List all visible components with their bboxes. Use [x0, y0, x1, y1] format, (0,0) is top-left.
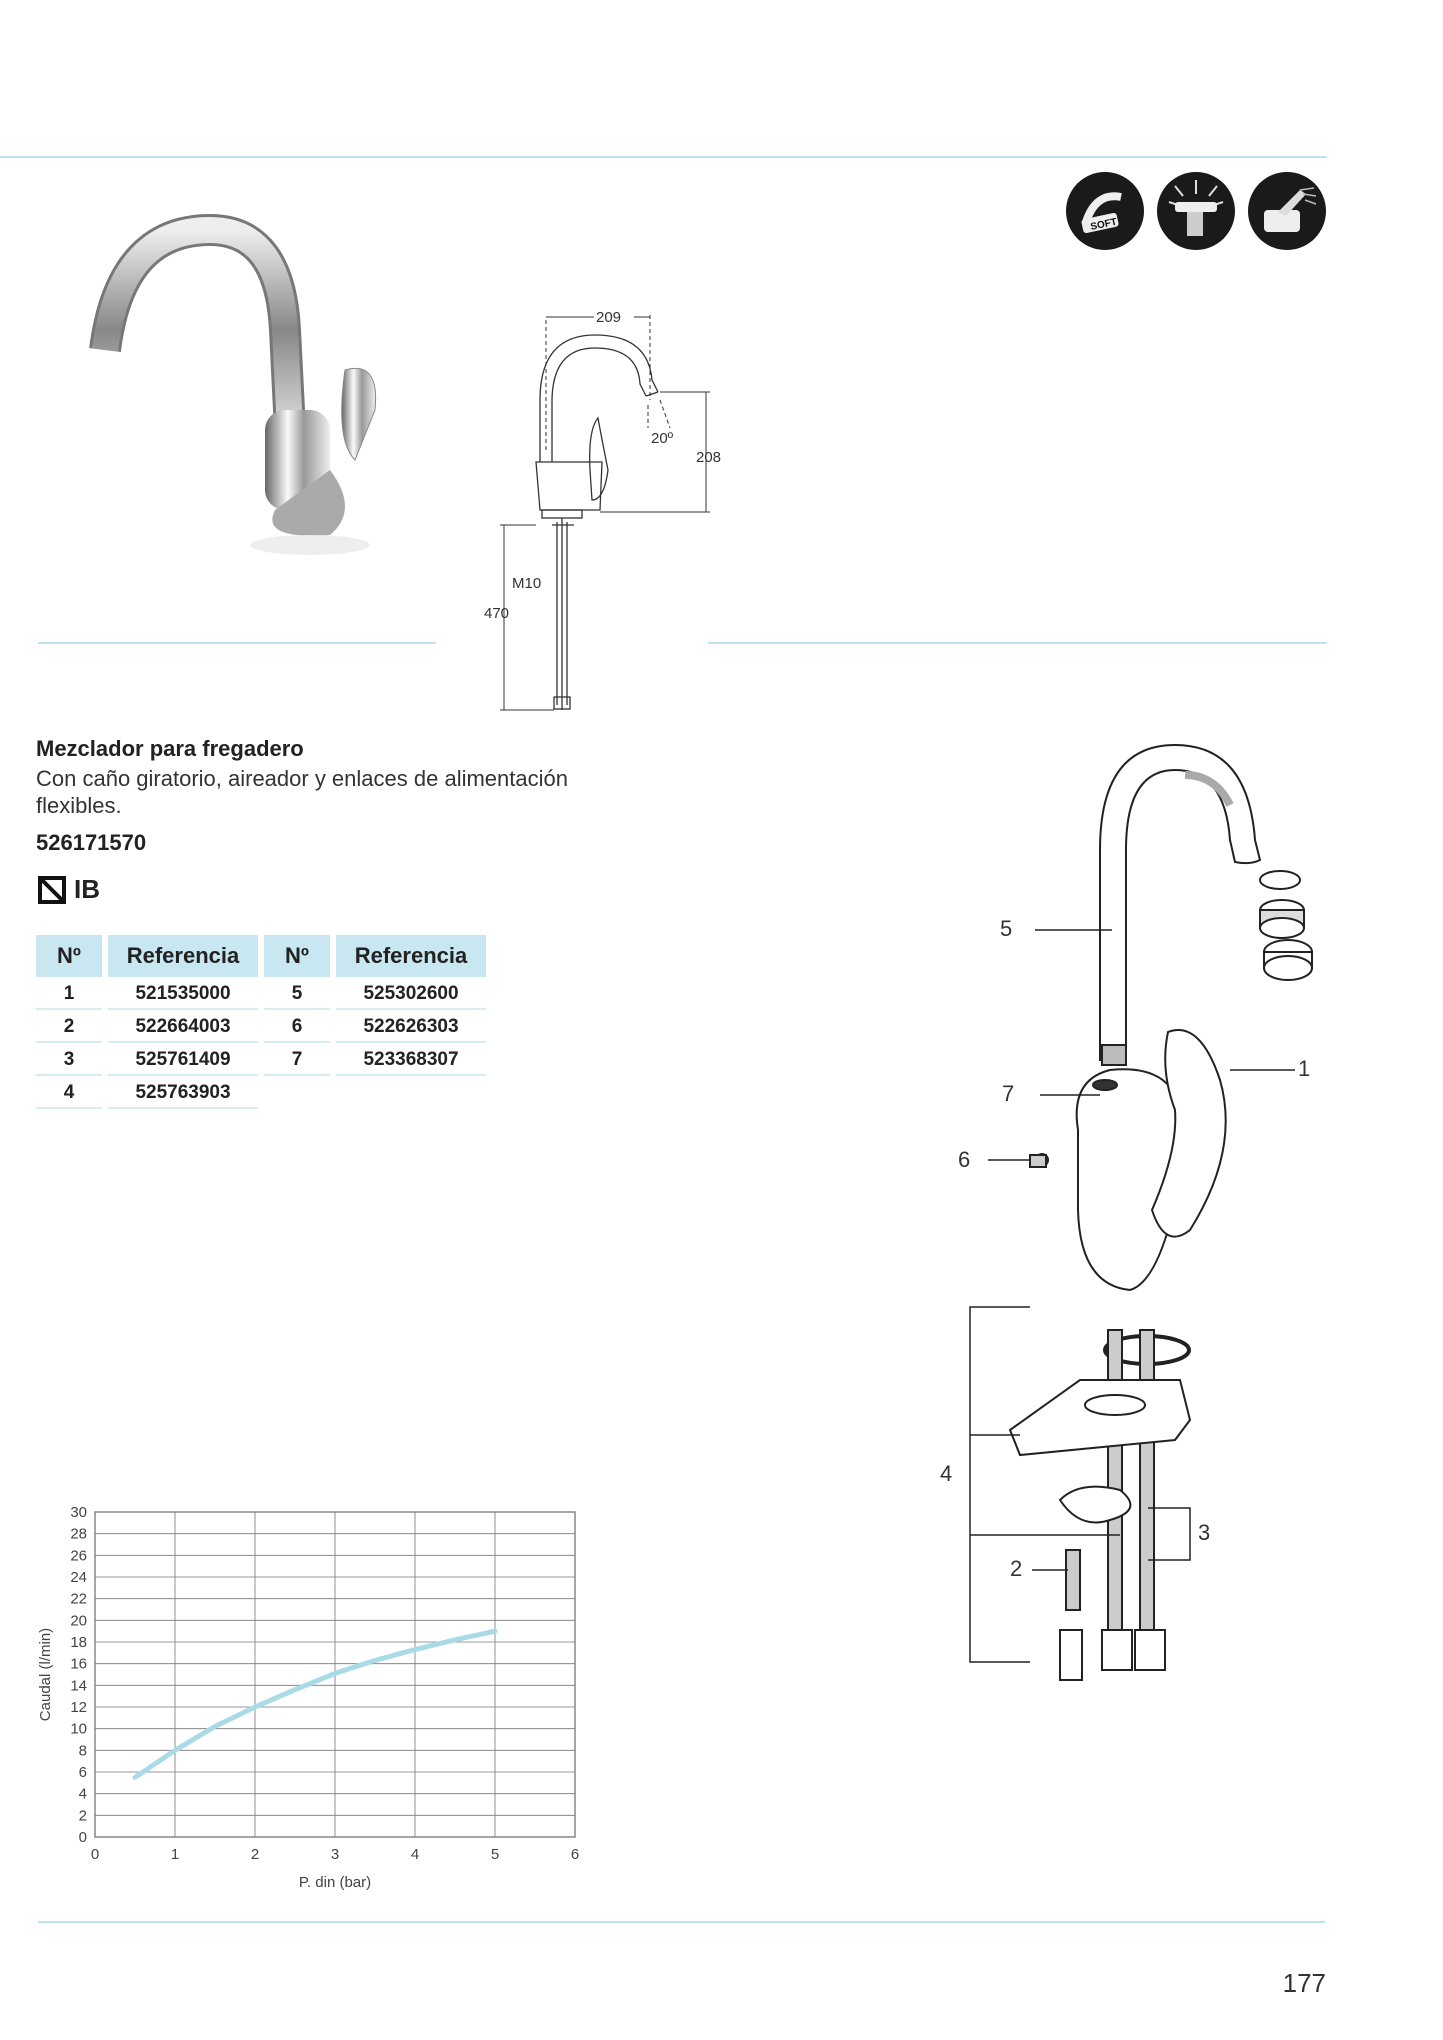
callout-3: 3: [1198, 1520, 1211, 1545]
badge-label: IB: [74, 874, 100, 904]
y-tick-label: 14: [70, 1677, 87, 1695]
mid-rule-right: [708, 642, 1327, 644]
cell: 522664003: [108, 1013, 258, 1043]
col-num: Nº: [36, 935, 102, 977]
callout-1: 1: [1298, 1056, 1311, 1081]
x-tick-label: 5: [490, 1846, 500, 1863]
table-row: [36, 1046, 486, 1076]
y-tick-label: 26: [70, 1547, 87, 1565]
dim-width: 209: [596, 309, 622, 326]
lighting-icon: [1157, 172, 1235, 250]
callout-6: 6: [958, 1147, 971, 1172]
col-ref: Referencia: [336, 935, 486, 977]
y-tick-label: 4: [78, 1785, 87, 1803]
x-axis-label: P. din (bar): [298, 1874, 372, 1891]
soft-close-icon: [1066, 172, 1144, 250]
flow-chart: [30, 1490, 610, 1900]
callout-4: 4: [940, 1461, 953, 1486]
dim-height: 208: [696, 449, 722, 466]
parts-table: [30, 932, 492, 1112]
x-tick-label: 4: [410, 1846, 420, 1863]
product-title: Mezclador para fregadero: [36, 736, 304, 761]
certification-badge: [38, 874, 100, 905]
table-row: [36, 980, 486, 1010]
y-tick-label: 28: [70, 1525, 87, 1543]
cell: 522626303: [336, 1013, 486, 1043]
callout-7: 7: [1002, 1081, 1015, 1106]
y-tick-label: 8: [78, 1742, 87, 1760]
y-tick-label: 22: [70, 1590, 87, 1608]
table-row: [36, 1079, 486, 1109]
exploded-view-drawing: [930, 730, 1350, 1710]
dim-angle: 20º: [651, 430, 674, 447]
cell: 521535000: [108, 980, 258, 1010]
y-tick-label: 16: [70, 1655, 87, 1673]
product-description: Con caño giratorio, aireador y enlaces de alimentación flexibles.: [36, 766, 568, 818]
cell: [264, 1079, 330, 1109]
callout-5: 5: [1000, 916, 1013, 941]
bottom-rule: [38, 1921, 1325, 1923]
y-tick-label: 24: [70, 1569, 87, 1586]
cell: 2: [36, 1013, 102, 1043]
x-tick-label: 0: [90, 1846, 100, 1863]
y-tick-label: 10: [70, 1720, 87, 1738]
cell: 4: [36, 1079, 102, 1109]
dim-hose: 470: [484, 605, 510, 622]
y-tick-label: 0: [78, 1829, 87, 1846]
x-tick-label: 3: [330, 1846, 340, 1863]
cell: 1: [36, 980, 102, 1010]
col-ref: Referencia: [108, 935, 258, 977]
product-code: 526171570: [36, 830, 147, 855]
cell: 525763903: [108, 1079, 258, 1109]
cell: 3: [36, 1046, 102, 1076]
y-tick-label: 18: [70, 1634, 87, 1651]
x-tick-label: 6: [570, 1846, 580, 1863]
cell: 7: [264, 1046, 330, 1076]
y-tick-label: 2: [78, 1807, 87, 1825]
cell: 523368307: [336, 1046, 486, 1076]
table-row: [36, 1013, 486, 1043]
y-tick-label: 30: [70, 1504, 87, 1521]
cell: 6: [264, 1013, 330, 1043]
dim-thread: M10: [512, 575, 542, 592]
mid-rule-left: [38, 642, 436, 644]
x-tick-label: 1: [170, 1846, 180, 1863]
y-tick-label: 6: [78, 1764, 87, 1781]
col-num: Nº: [264, 935, 330, 977]
eco-click-icon: [1248, 172, 1326, 250]
y-tick-label: 12: [70, 1699, 87, 1716]
top-rule: [0, 156, 1327, 158]
y-tick-label: 20: [70, 1612, 87, 1630]
y-axis-label: Caudal (l/min): [37, 1627, 54, 1722]
x-tick-label: 2: [250, 1846, 260, 1863]
cell: 525302600: [336, 980, 486, 1010]
dimension-drawing: [470, 300, 730, 725]
svg-text:SOFT: SOFT: [1089, 216, 1118, 233]
page-number: 177: [1282, 1968, 1326, 1998]
cell: [336, 1079, 486, 1109]
ib-mark-icon: [38, 876, 66, 904]
cell: 5: [264, 980, 330, 1010]
cell: 525761409: [108, 1046, 258, 1076]
product-photo: [80, 210, 410, 560]
callout-2: 2: [1010, 1556, 1023, 1581]
